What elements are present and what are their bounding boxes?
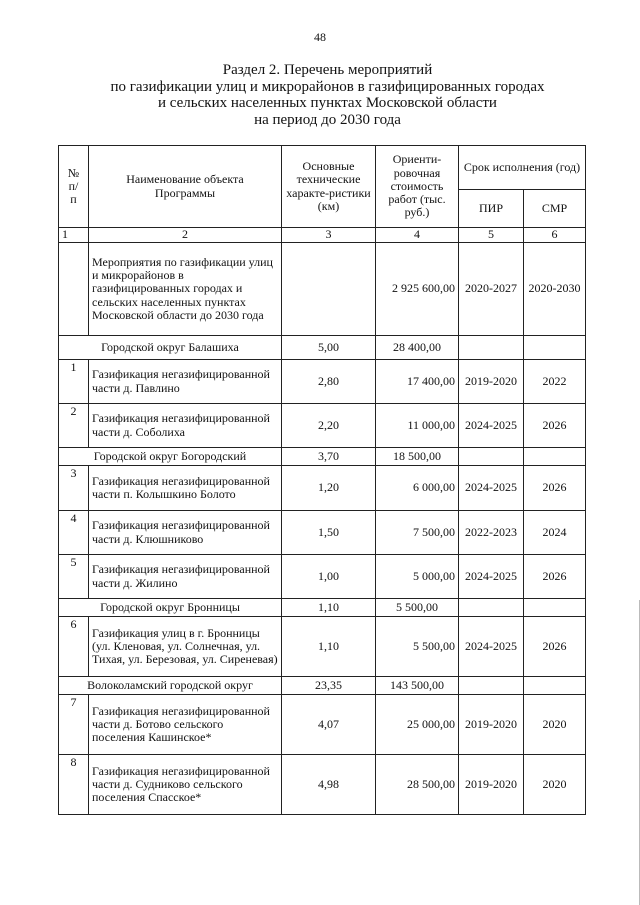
cell-empty — [524, 336, 586, 360]
item-no: 3 — [59, 466, 89, 511]
item-smr: 2020 — [524, 755, 586, 815]
item-pir: 2019-2020 — [459, 360, 524, 404]
district-cost: 5 500,00 — [376, 599, 459, 617]
item-cost: 5 500,00 — [376, 617, 459, 677]
cell-empty — [524, 599, 586, 617]
item-smr: 2026 — [524, 466, 586, 511]
item-row — [59, 617, 586, 677]
item-name: Газификация улиц в г. Бронницы (ул. Кленовая, ул. Солнечная, ул. Тихая, ул. Березовая, ул. Сиреневая) — [89, 617, 282, 677]
item-row — [59, 404, 586, 448]
item-smr: 2026 — [524, 555, 586, 599]
cell-empty — [459, 448, 524, 466]
item-cost: 25 000,00 — [376, 695, 459, 755]
cell-empty — [459, 599, 524, 617]
item-row — [59, 466, 586, 511]
item-name: Газификация негазифицированной части д. Жилино — [89, 555, 282, 599]
title-line: на период до 2030 года — [254, 111, 401, 128]
item-no: 6 — [59, 617, 89, 677]
district-row — [59, 336, 586, 360]
item-smr: 2022 — [524, 360, 586, 404]
total-smr: 2020-2030 — [524, 243, 586, 336]
district-row — [59, 599, 586, 617]
item-name: Газификация негазифицированной части д. Судниково сельского поселения Спасское* — [89, 755, 282, 815]
col-number: 4 — [376, 228, 459, 243]
district-row — [59, 677, 586, 695]
item-name: Газификация негазифицированной части д. Соболиха — [89, 404, 282, 448]
item-smr: 2020 — [524, 695, 586, 755]
title-line: Раздел 2. Перечень мероприятий — [222, 62, 433, 78]
item-no: 1 — [59, 360, 89, 404]
item-row — [59, 360, 586, 404]
item-name: Газификация негазифицированной части д. Клюшниково — [89, 511, 282, 555]
header-name: Наименование объекта Программы — [89, 146, 282, 228]
item-name: Газификация негазифицированной части п. Колышкино Болото — [89, 466, 282, 511]
header-smr: СМР — [524, 190, 586, 228]
item-specs: 1,10 — [282, 617, 376, 677]
item-pir: 2024-2025 — [459, 617, 524, 677]
col-number: 6 — [524, 228, 586, 243]
item-cost: 28 500,00 — [376, 755, 459, 815]
item-row — [59, 755, 586, 815]
item-pir: 2019-2020 — [459, 755, 524, 815]
col-number: 2 — [89, 228, 282, 243]
item-cost: 7 500,00 — [376, 511, 459, 555]
item-smr: 2024 — [524, 511, 586, 555]
item-cost: 11 000,00 — [376, 404, 459, 448]
header-cost: Ориенти-ровочная стоимость работ (тыс. руб.) — [376, 146, 459, 228]
item-no: 5 — [59, 555, 89, 599]
page-number: 48 — [314, 30, 326, 44]
district-specs: 3,70 — [282, 448, 376, 466]
district-name: Городской округ Богородский — [59, 448, 282, 466]
item-specs: 2,80 — [282, 360, 376, 404]
header-term: Срок исполнения (год) — [459, 146, 586, 190]
item-no: 7 — [59, 695, 89, 755]
total-cost: 2 925 600,00 — [376, 243, 459, 336]
item-specs: 1,50 — [282, 511, 376, 555]
item-pir: 2022-2023 — [459, 511, 524, 555]
item-no: 2 — [59, 404, 89, 448]
section-title — [0, 62, 640, 128]
item-smr: 2026 — [524, 404, 586, 448]
cell-empty — [282, 243, 376, 336]
item-pir: 2024-2025 — [459, 466, 524, 511]
item-no: 4 — [59, 511, 89, 555]
measures-table — [58, 145, 586, 815]
col-number: 1 — [59, 228, 89, 243]
item-specs: 1,20 — [282, 466, 376, 511]
item-specs: 2,20 — [282, 404, 376, 448]
district-cost: 28 400,00 — [376, 336, 459, 360]
total-pir: 2020-2027 — [459, 243, 524, 336]
title-line: по газификации улиц и микрорайонов в газифицированных городах — [110, 78, 545, 95]
column-numbers-row — [59, 228, 586, 243]
item-cost: 6 000,00 — [376, 466, 459, 511]
total-row — [59, 243, 586, 336]
cell-empty — [459, 336, 524, 360]
cell-empty — [524, 448, 586, 466]
title-line: и сельских населенных пунктах Московской области — [158, 95, 497, 111]
cell-empty — [524, 677, 586, 695]
item-row — [59, 511, 586, 555]
total-name: Мероприятия по газификации улиц и микрорайонов в газифицированных городах и сельских населенных пунктах Московской области до 2030 года — [89, 243, 282, 336]
item-name: Газификация негазифицированной части д. Павлино — [89, 360, 282, 404]
item-name: Газификация негазифицированной части д. Ботово сельского поселения Кашинское* — [89, 695, 282, 755]
district-specs: 23,35 — [282, 677, 376, 695]
cell-empty — [59, 243, 89, 336]
district-specs: 1,10 — [282, 599, 376, 617]
header-specs: Основные технические характе-ристики (км) — [282, 146, 376, 228]
col-number: 3 — [282, 228, 376, 243]
header-row — [59, 146, 586, 190]
item-row — [59, 555, 586, 599]
item-smr: 2026 — [524, 617, 586, 677]
cell-empty — [459, 677, 524, 695]
item-cost: 5 000,00 — [376, 555, 459, 599]
item-no: 8 — [59, 755, 89, 815]
district-cost: 143 500,00 — [376, 677, 459, 695]
district-specs: 5,00 — [282, 336, 376, 360]
item-pir: 2024-2025 — [459, 404, 524, 448]
item-cost: 17 400,00 — [376, 360, 459, 404]
item-row — [59, 695, 586, 755]
district-name: Волоколамский городской округ — [59, 677, 282, 695]
item-specs: 4,07 — [282, 695, 376, 755]
item-pir: 2019-2020 — [459, 695, 524, 755]
item-specs: 4,98 — [282, 755, 376, 815]
district-name: Городской округ Бронницы — [59, 599, 282, 617]
district-cost: 18 500,00 — [376, 448, 459, 466]
item-specs: 1,00 — [282, 555, 376, 599]
district-row — [59, 448, 586, 466]
col-number: 5 — [459, 228, 524, 243]
header-no: № п/п — [59, 146, 89, 228]
header-pir: ПИР — [459, 190, 524, 228]
district-name: Городской округ Балашиха — [59, 336, 282, 360]
item-pir: 2024-2025 — [459, 555, 524, 599]
